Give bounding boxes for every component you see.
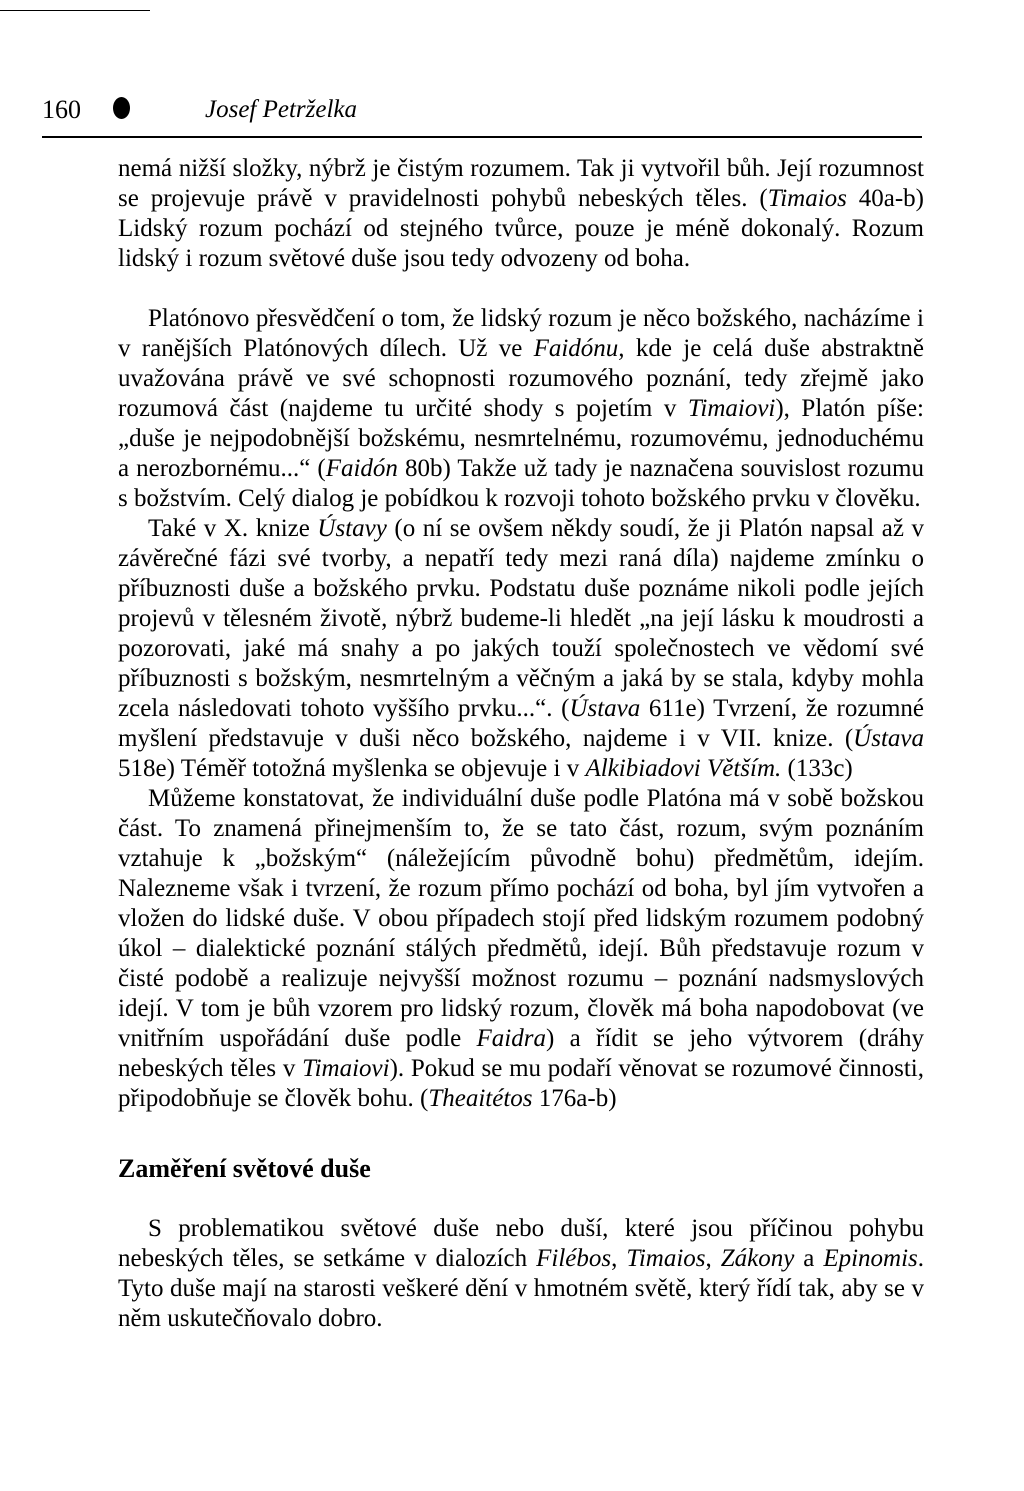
text-run: Můžeme konstatovat, že individuální duše podle Platóna má v sobě božskou část. To znamená přinejmenším to, že se tato část, rozum, svým poznáním vztahuje k „božským“ (náležejícím původně bohu) předmětům, idejím. Nalezneme však i tvrzení, že rozum přímo pochází od boha, byl jím vytvořen a vložen do lidské duše. V obou případech stojí před lidským rozumem podobný úkol – dialektické poznání stálých předmětů, idejí. Bůh představuje rozum v čisté podobě a realizuje nejvyšší možnost rozumu – poznání nadsmyslových idejí. V tom je bůh vzorem pro lidský rozum, člověk má boha napodobovat (ve vnitřním uspořádání duše podle [118, 785, 924, 1052]
running-head-author: Josef Petrželka [205, 96, 358, 123]
title-ustavy: Ústavy [317, 515, 387, 542]
title-timaios: Timaios [626, 1245, 706, 1272]
title-faidra: Faidra [476, 1025, 546, 1052]
page-header [42, 90, 922, 138]
title-timaios: Timaios [767, 185, 847, 212]
title-zakony: Zákony [720, 1245, 795, 1272]
title-alkibiades: Alkibiadovi Větším. [585, 755, 782, 782]
top-edge-rule [0, 10, 150, 11]
paragraph-2 [118, 304, 924, 514]
text-run: a [794, 1245, 824, 1272]
paragraph-4 [118, 784, 924, 1114]
title-filebos: Filébos [536, 1245, 612, 1272]
body-text [118, 154, 924, 1334]
title-ustava: Ústava [853, 725, 924, 752]
bullet-dot-icon [113, 97, 130, 119]
text-run: , [611, 1245, 627, 1272]
text-run: ) a řídit se jeho výtvorem (dráhy nebeských těles v [118, 1025, 924, 1082]
text-run: (o ní se ovšem někdy soudí, že ji Platón napsal až v závěrečné fázi své tvorby, a nepatří tedy mezi raná díla) najdeme zmínku o příbuznosti duše a božského prvku. Podstatu duše poznáme nikoli podle jejích projevů v tělesném životě, nýbrž budeme-li hledět „na její lásku k moudrosti a pozorovati, jaké má snahy a po jakých touží společnostech ve vědomí své příbuznosti s božským, nesmrtelným a věčným a jaká by se stala, kdyby mohla zcela následovati tohoto vyššího prvku...“. ( [118, 515, 924, 722]
text-run: Platónovo přesvědčení o tom, že lidský rozum je něco božského, nacházíme i v ranějších Platónových dílech. Už ve [118, 305, 924, 362]
text-run: 80b) Takže už tady je naznačena souvislost rozumu s božstvím. Celý dialog je pobídkou k rozvoji tohoto božského prvku v člověku. [118, 455, 924, 512]
paragraph-1 [118, 154, 924, 274]
header-rule [42, 136, 922, 138]
text-run: 611e) Tvrzení, že rozumné myšlení představuje v duši něco božského, najdeme i v VII. knize. ( [118, 695, 925, 752]
text-run: S problematikou světové duše nebo duší, které jsou příčinou pohybu nebeských těles, se setkáme v dialozích [118, 1215, 924, 1272]
text-run: ). Pokud se mu podaří věnovat se rozumové činnosti, připodobňuje se člověk bohu. ( [118, 1055, 924, 1112]
paragraph-3 [118, 514, 924, 784]
title-faidon: Faidón [325, 455, 398, 482]
text-run: 40a-b) Lidský rozum pochází od stejného tvůrce, pouze je méně dokonalý. Rozum lidský i rozum světové duše jsou tedy odvozeny od boha. [118, 185, 925, 272]
text-run: , [705, 1245, 721, 1272]
title-ustava: Ústava [569, 695, 641, 722]
paragraph-5 [118, 1214, 924, 1334]
text-run: kde je celá duše abstraktně uvažována právě ve své schopnosti rozumového poznání, tedy zřejmě jako rozumová část (najdeme tu určité shody s pojetím v [118, 335, 924, 422]
text-run: nemá nižší složky, nýbrž je čistým rozumem. Tak ji vytvořil bůh. Její rozumnost se projevuje právě v pravidelnosti pohybů nebeských těles. ( [118, 155, 924, 212]
text-run: . Tyto duše mají na starosti veškeré dění v hmotném světě, který řídí tak, aby se v něm uskutečňovalo dobro. [118, 1245, 925, 1332]
section-heading: Zaměření světové duše [118, 1154, 371, 1183]
page-number: 160 [42, 95, 81, 124]
text-run: (133c) [781, 755, 853, 782]
title-theaitetos: Theaitétos [428, 1085, 533, 1112]
text-run: 176a-b) [532, 1085, 617, 1112]
text-run: ), Platón píše: „duše je nejpodobnější božskému, nesmrtelnému, rozumovému, jednoduchému a nerozbornému...“ ( [118, 395, 925, 482]
text-run: Také v X. knize [148, 515, 318, 542]
title-epinomis: Epinomis [823, 1245, 918, 1272]
text-run: 518e) Téměř totožná myšlenka se objevuje i v [118, 755, 586, 782]
title-timaiovi: Timaiovi [687, 395, 776, 422]
title-timaiovi: Timaiovi [302, 1055, 390, 1082]
title-faidonu: Faidónu, [533, 335, 625, 362]
